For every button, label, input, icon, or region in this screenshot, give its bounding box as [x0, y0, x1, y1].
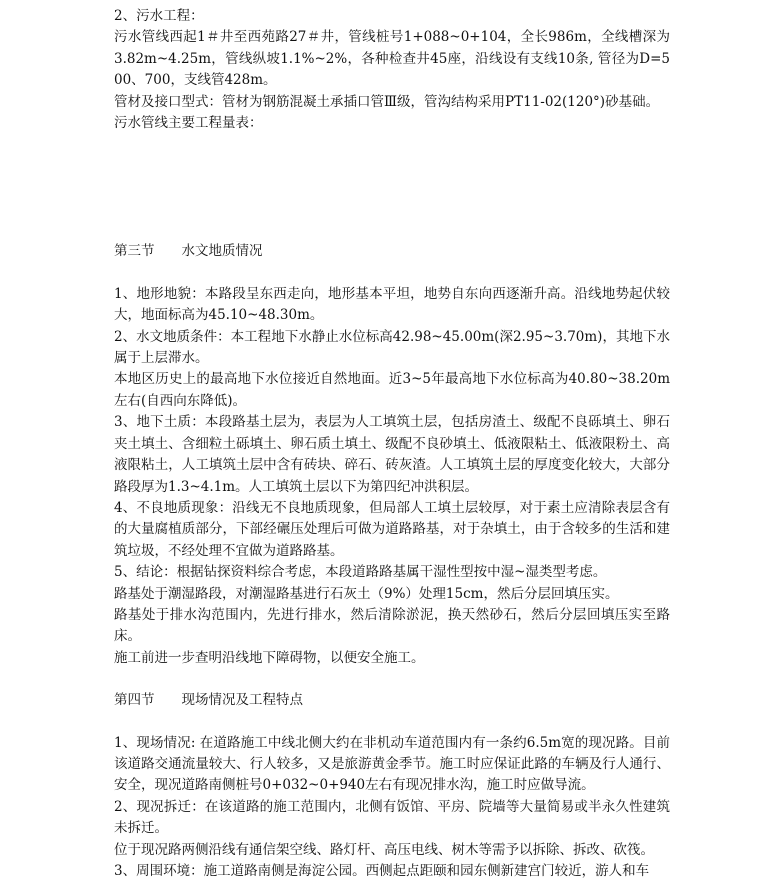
surroundings-paragraph: 3、周围环境：施工道路南侧是海淀公园。西侧起点距颐和园东侧新建宫门较近，游人和车 — [114, 863, 650, 879]
groundwater-paragraph: 2、水文地质条件：本工程地下水静止水位标高42.98~45.00m(深2.95~3.70m)，其地下水属于上层滞水。 — [114, 328, 670, 367]
wet-subgrade-paragraph: 路基处于潮湿路段，对潮湿路基进行石灰土（9%）处理15cm，然后分层回填压实。 — [114, 585, 619, 602]
section-heading-site-conditions: 第四节 现场情况及工程特点 — [114, 692, 303, 709]
blank-space — [114, 134, 670, 241]
demolition-paragraph: 2、现况拆迁：在该道路的施工范围内，北侧有饭馆、平房、院墙等大量简易或半永久性建筑未拆迁。 — [114, 798, 670, 837]
wastewater-pipeline-paragraph: 污水管线西起1＃井至西苑路27＃井，管线桩号1+088~0+104，全长986m，全线槽深为3.82m~4.25m，管线纵坡1.1%~2%，各种检查井45座，沿线设有支线10条, 管径为D=500、700，支线管428m。 — [114, 29, 670, 89]
terrain-paragraph: 1、地形地貌：本路段呈东西走向，地形基本平坦，地势自东向西逐渐升高。沿线地势起伏较大，地面标高为45.10~48.30m。 — [114, 285, 670, 324]
conclusion-paragraph: 5、结论：根据钻探资料综合考虑，本段道路路基属干湿性型按中湿~湿类型考虑。 — [114, 564, 607, 581]
utility-removal-paragraph: 位于现况路两侧沿线有通信架空线、路灯杆、高压电线、树木等需予以拆除、拆改、砍筏。 — [114, 841, 654, 858]
section-heading-hydrogeology: 第三节 水文地质情况 — [114, 243, 263, 260]
drainage-ditch-paragraph: 路基处于排水沟范围内，先进行排水，然后清除淤泥，换天然砂石，然后分层回填压实至路床。 — [114, 606, 670, 645]
blank-line — [114, 263, 670, 284]
pipe-material-paragraph: 管材及接口型式：管材为钢筋混凝土承插口管Ⅲ级，管沟结构采用PT11-02(120°)砂基础。 — [114, 93, 660, 110]
site-situation-paragraph: 1、现场情况: 在道路施工中线北侧大约在非机动车道范围内有一条约6.5m宽的现况路。目前该道路交通流量较大、行人较多，又是旅游黄金季节。施工时应保证此路的车辆及行人通行、安全，现况道路南侧桩号0+032~0+940左右有现况排水沟，施工时应做导流。 — [114, 734, 670, 794]
quantity-table-caption: 污水管线主要工程量表： — [114, 115, 263, 132]
blank-line — [114, 669, 670, 690]
document-body — [114, 6, 670, 882]
adverse-geology-paragraph: 4、不良地质现象：沿线无不良地质现象，但局部人工填土层较厚，对于素土应清除表层含有的大量腐植质部分，下部经碾压处理后可做为道路路基，对于杂填土，由于含较多的生活和建筑垃圾，不经处理不宜做为道路路基。 — [114, 499, 670, 559]
wastewater-section-title: 2、污水工程： — [114, 8, 204, 24]
blank-line — [114, 712, 670, 733]
historic-water-level-paragraph: 本地区历史上的最高地下水位接近自然地面。近3~5年最高地下水位标高为40.80~38.20m左右(自西向东降低)。 — [114, 371, 670, 409]
obstacle-check-paragraph: 施工前进一步查明沿线地下障碍物，以便安全施工。 — [114, 649, 425, 666]
soil-paragraph: 3、地下土质：本段路基土层为，表层为人工填筑土层，包括房渣土、级配不良砾填土、卵石夹土填土、含细粒土砾填土、卵石质土填土、级配不良砂填土、低液限粘土、低液限粉土、高液限粘土，人工填筑土层中含有砖块、碎石、砖灰渣。人工填筑土层的厚度变化较大，大部分路段厚为1.3~4.1m。人工填筑土层以下为第四纪冲洪积层。 — [114, 414, 670, 495]
